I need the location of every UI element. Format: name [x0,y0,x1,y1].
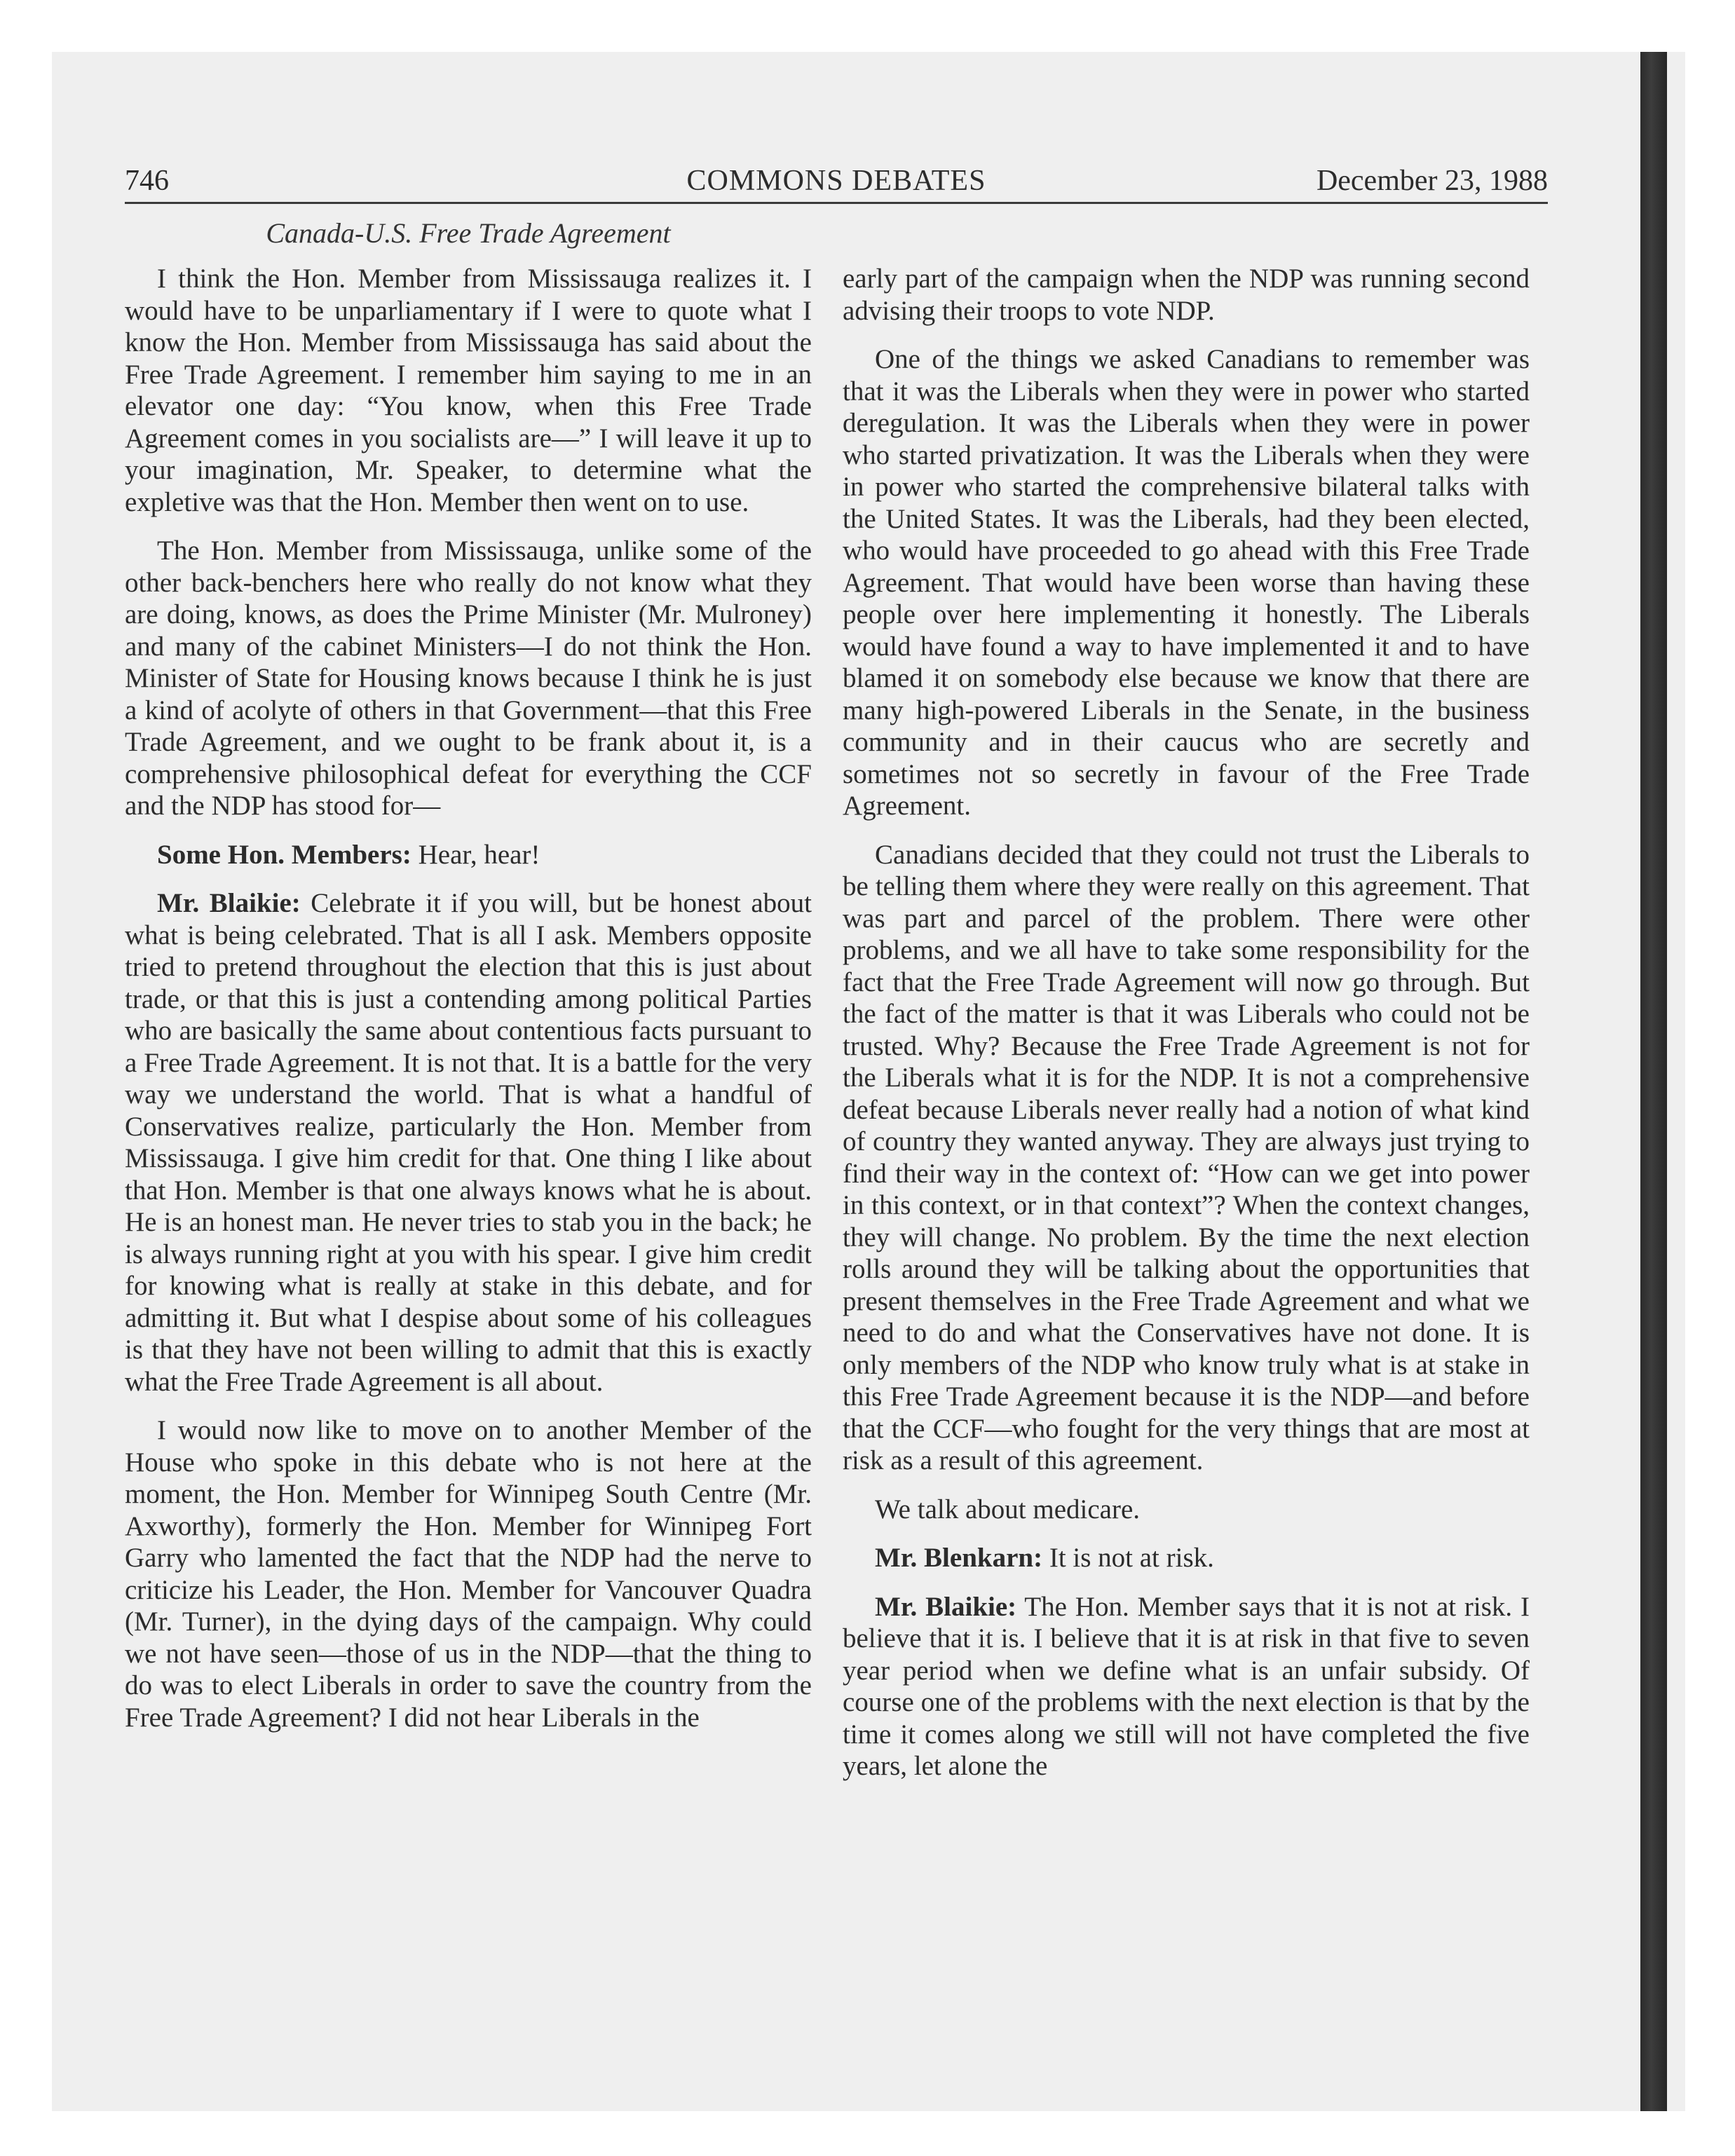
speaker-name: Mr. Blaikie: [875,1591,1017,1622]
speech-text: The Hon. Member says that it is not at risk. I believe that it is. I believe that it is at risk in that five to seven year period when we define what is an unfair subsidy. Of course one of the problems with the next election is that by the time it comes along we still will not have completed the five years, let alone the [843,1591,1530,1781]
speech-paragraph [125,839,812,871]
speech-text: Hear, hear! [411,839,540,870]
speech-text: It is not at risk. [1042,1543,1214,1573]
speech-paragraph [843,1542,1530,1574]
header-date: December 23, 1988 [1316,165,1548,197]
paragraph [125,535,812,822]
paragraph-text: We talk about medicare. [875,1494,1141,1524]
continued-paragraph [843,263,1530,327]
paragraph-text: Canadians decided that they could not trust the Liberals to be telling them where they were really on this agreement. That was part and parcel of the problem. There were other problems, and we all have to take some responsibility for the fact that the Free Trade Agreement will now go through. But the fact of the matter is that it was Liberals who could not be trusted. Why? Because the Free Trade Agreement is not for the Liberals what it is for the NDP. It is not a comprehensive defeat because Liberals never really had a notion of what kind of country they wanted anyway. They are always just trying to find their way in the context of: “How can we get into power in this context, or in that context”? When the context changes, they will change. No problem. By the time the next election rolls around they will be talking about the opportunities that present themselves in the Free Trade Agreement and what we need to do and what the Conservatives have not done. It is only members of the NDP who know truly what is at stake in this Free Trade Agreement because it is the NDP—and before that the CCF—who fought for the very things that are most at risk as a result of this agreement. [843,839,1530,1475]
page-header [125,163,1548,198]
paragraph-text: early part of the campaign when the NDP was running second advising their troops to vote NDP. [843,264,1530,326]
paragraph [843,1494,1530,1526]
page-number: 746 [125,165,169,197]
speech-text: Celebrate it if you will, but be honest about what is being celebrated. That is all I ask. Members opposite tried to pretend throughout the election that this is just about trade, or that this is just a contending among political Parties who are basically the same about contentious facts pursuant to a Free Trade Agreement. It is not that. It is a battle for the very way we understand the world. That is what a handful of Conservatives realize, particularly the Hon. Member from Mississauga. I give him credit for that. One thing I like about that Hon. Member is that one always knows what he is about. He is an honest man. He never tries to stab you in the back; he is always running right at you with his spear. I give him credit for knowing what is really at stake in this debate, and for admitting it. But what I despise about some of his colleagues is that they have not been willing to admit that this is exactly what the Free Trade Agreement is all about. [125,888,812,1397]
paragraph [125,1414,812,1733]
journal-title: COMMONS DEBATES [686,165,986,197]
speech-paragraph [843,1591,1530,1782]
paragraph-text: The Hon. Member from Mississauga, unlike some of the other back-benchers here who really do not know what they are doing, knows, as does the Prime Minister (Mr. Mulroney) and many of the cabinet Ministers—I do not think the Hon. Minister of State for Housing knows because I think he is just a kind of acolyte of others in that Government—that this Free Trade Agreement, and we ought to be frank about it, is a comprehensive philosophical defeat for everything the CCF and the NDP has stood for— [125,535,812,821]
paragraph-text: I think the Hon. Member from Mississauga realizes it. I would have to be unparliamentary if I were to quote what I know the Hon. Member from Mississauga has said about the Free Trade Agreement. I remember him saying to me in an elevator one day: “You know, when this Free Trade Agreement comes in you socialists are—” I will leave it up to your imagination, Mr. Speaker, to determine what the expletive was that the Hon. Member then went on to use. [125,264,812,517]
scan-edge-shadow [1640,52,1667,2111]
speaker-name: Mr. Blaikie: [157,888,301,918]
section-title: Canada-U.S. Free Trade Agreement [266,217,671,249]
header-rule [125,202,1548,204]
paragraph [843,839,1530,1477]
paragraph [843,343,1530,822]
right-column [843,263,1530,1799]
speech-paragraph [125,887,812,1398]
left-column [125,263,812,1750]
speaker-name: Mr. Blenkarn: [875,1543,1043,1573]
paragraph [125,263,812,518]
paragraph-text: One of the things we asked Canadians to remember was that it was the Liberals when they were in power who started deregulation. It was the Liberals when they were in power who started privatization. It was the Liberals when they were in power who started the comprehensive bilateral talks with the United States. It was the Liberals, had they been elected, who would have proceeded to go ahead with this Free Trade Agreement. That would have been worse than having these people over here implementing it honestly. The Liberals would have found a way to have implemented it and to have blamed it on somebody else because we know that there are many high-powered Liberals in the Senate, in the business community and in their caucus who are secretly and sometimes not so secretly in favour of the Free Trade Agreement. [843,344,1530,821]
speaker-name: Some Hon. Members: [157,839,411,870]
paragraph-text: I would now like to move on to another Member of the House who spoke in this debate who is not here at the moment, the Hon. Member for Winnipeg South Centre (Mr. Axworthy), formerly the Hon. Member for Winnipeg Fort Garry who lamented the fact that the NDP had the nerve to criticize his Leader, the Hon. Member for Vancouver Quadra (Mr. Turner), in the dying days of the campaign. Why could we not have seen—those of us in the NDP—that the thing to do was to elect Liberals in order to save the country from the Free Trade Agreement? I did not hear Liberals in the [125,1415,812,1733]
